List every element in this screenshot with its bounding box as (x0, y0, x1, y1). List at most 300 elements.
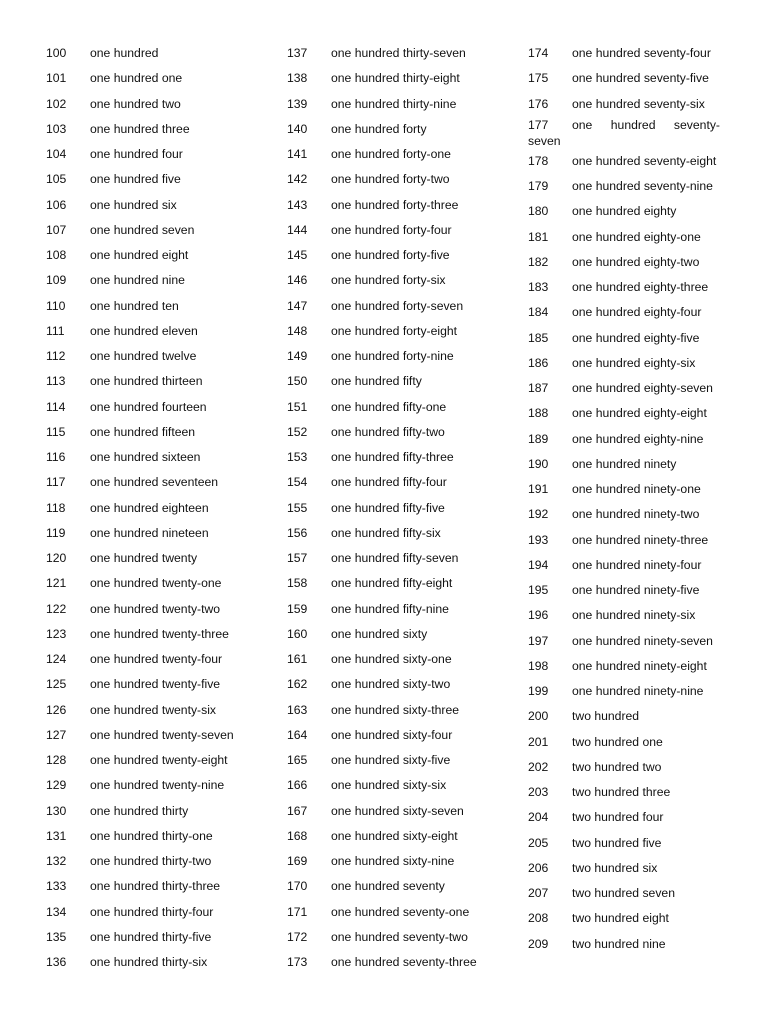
number-word: one hundred seventy-two (331, 929, 468, 944)
number-word: one hundred ninety-seven (572, 633, 713, 648)
number-row (287, 294, 523, 319)
number-value: 208 (528, 911, 549, 926)
number-row (528, 41, 723, 66)
number-row (46, 647, 282, 672)
number-word-part: hundred (610, 117, 656, 132)
number-word: one hundred fifty-two (331, 424, 445, 439)
number-value: 119 (46, 525, 66, 540)
number-value: 169 (287, 854, 308, 868)
number-word: one hundred eighty-four (572, 305, 702, 320)
number-row (46, 395, 282, 420)
number-value: 185 (528, 330, 549, 345)
number-value: 192 (528, 507, 549, 522)
number-value: 187 (528, 381, 549, 395)
number-row (528, 225, 723, 250)
number-word: one hundred thirteen (90, 374, 203, 389)
number-value: 115 (46, 424, 66, 439)
number-value: 163 (287, 702, 308, 717)
number-row (287, 344, 523, 369)
number-word: one hundred two (90, 96, 181, 111)
number-value: 138 (287, 71, 308, 86)
number-value: 164 (287, 727, 308, 742)
number-word: one hundred seventy-nine (572, 179, 713, 193)
number-word: one hundred eighteen (90, 500, 209, 515)
number-row (528, 376, 723, 401)
number-value: 101 (46, 71, 67, 86)
number-word: one hundred fifty-three (331, 450, 454, 464)
number-word: one hundred ninety-one (572, 482, 701, 496)
column-3 (528, 41, 723, 957)
number-value: 180 (528, 204, 549, 219)
number-row (287, 622, 523, 647)
number-word: one hundred eighty-nine (572, 431, 704, 446)
number-value: 155 (287, 500, 308, 515)
number-value: 194 (528, 557, 549, 572)
number-row (46, 445, 282, 470)
number-row (46, 470, 282, 495)
number-row (46, 925, 282, 950)
number-value: 108 (46, 248, 67, 262)
number-value: 207 (528, 886, 549, 900)
number-value: 201 (528, 734, 549, 749)
number-word: one hundred sixty-three (331, 702, 460, 717)
number-value: 177 (528, 117, 549, 132)
number-row (46, 294, 282, 319)
number-word: two hundred eight (572, 911, 669, 926)
number-row (287, 672, 523, 697)
number-row (528, 578, 723, 603)
number-row (46, 344, 282, 369)
number-row (287, 193, 523, 218)
number-value: 144 (287, 222, 308, 237)
number-word: one hundred eleven (90, 323, 198, 338)
number-row (287, 950, 523, 975)
number-value: 152 (287, 424, 308, 439)
number-value: 123 (46, 626, 67, 641)
number-word: one hundred sixty-five (331, 753, 451, 767)
number-row (46, 369, 282, 394)
number-value: 199 (528, 684, 549, 698)
number-row (528, 300, 723, 325)
number-word: one hundred eighty-five (572, 330, 700, 345)
number-value: 132 (46, 854, 67, 868)
number-row (528, 805, 723, 830)
number-word: one hundred eighty-eight (572, 406, 707, 421)
number-row (287, 395, 523, 420)
number-value: 198 (528, 658, 549, 673)
number-row (287, 92, 523, 117)
number-value: 150 (287, 374, 308, 389)
number-row (287, 117, 523, 142)
number-value: 168 (287, 828, 308, 843)
number-row (46, 849, 282, 874)
number-value: 127 (46, 727, 67, 742)
number-value: 182 (528, 254, 549, 269)
number-value: 197 (528, 633, 549, 648)
number-word: one hundred seventy (331, 879, 445, 894)
number-word: one hundred ninety-three (572, 532, 709, 547)
number-row (287, 546, 523, 571)
number-value: 136 (46, 955, 67, 969)
number-value: 154 (287, 475, 308, 490)
number-word: two hundred nine (572, 936, 666, 951)
number-word: two hundred five (572, 835, 662, 850)
number-word: one hundred twelve (90, 349, 197, 363)
number-row (528, 553, 723, 578)
number-word: one hundred fourteen (90, 399, 207, 414)
number-value: 191 (528, 482, 549, 496)
number-value: 203 (528, 785, 549, 799)
number-row (46, 698, 282, 723)
number-value: 166 (287, 778, 308, 793)
number-row (287, 496, 523, 521)
number-word: one hundred sixty-one (331, 652, 452, 666)
number-word: one hundred thirty-three (90, 879, 221, 894)
number-word: one hundred seventy-eight (572, 153, 717, 168)
number-word: one hundred fifty-seven (331, 551, 459, 565)
number-word: one hundred forty-eight (331, 323, 458, 338)
number-word: one hundred seventy-six (572, 96, 705, 111)
number-word: two hundred one (572, 734, 663, 749)
number-row (528, 704, 723, 729)
number-value: 147 (287, 298, 308, 313)
number-word: one hundred twenty-eight (90, 753, 228, 767)
number-word: one hundred fifty-nine (331, 601, 449, 616)
number-row (528, 780, 723, 805)
number-word: one hundred fifty-one (331, 399, 447, 414)
number-value: 116 (46, 450, 66, 464)
number-row (46, 824, 282, 849)
number-word: one hundred nineteen (90, 525, 209, 540)
number-row (528, 66, 723, 91)
number-row (528, 603, 723, 628)
number-value: 172 (287, 929, 308, 944)
number-value: 193 (528, 532, 549, 547)
number-value: 190 (528, 456, 549, 471)
number-row (528, 250, 723, 275)
number-value: 174 (528, 46, 549, 60)
number-word: one hundred one (90, 71, 183, 86)
number-value: 181 (528, 229, 549, 244)
number-word: one hundred six (90, 197, 177, 212)
number-value: 128 (46, 753, 67, 767)
number-row (528, 149, 723, 174)
number-value: 139 (287, 96, 308, 111)
column-1 (46, 41, 282, 975)
number-row (287, 748, 523, 773)
number-value: 205 (528, 835, 549, 850)
number-value: 170 (287, 879, 308, 894)
number-row (528, 856, 723, 881)
number-word-part: one (572, 117, 593, 132)
number-row (46, 117, 282, 142)
number-word: one hundred eighty-three (572, 280, 709, 294)
number-value: 202 (528, 759, 549, 774)
number-row (287, 218, 523, 243)
number-word: one hundred eighty (572, 204, 677, 219)
number-value: 173 (287, 955, 308, 969)
number-word: one hundred thirty-eight (331, 71, 460, 86)
number-word: one hundred ninety-six (572, 608, 696, 623)
number-row (528, 351, 723, 376)
number-value: 125 (46, 677, 67, 692)
number-row (46, 622, 282, 647)
number-value: 184 (528, 305, 549, 320)
number-row (287, 647, 523, 672)
number-value: 161 (287, 652, 308, 666)
number-word-part: seventy- (673, 117, 720, 132)
number-word: one hundred thirty-two (90, 854, 212, 868)
number-value: 209 (528, 936, 549, 951)
number-row (528, 755, 723, 780)
number-value: 120 (46, 551, 67, 565)
number-value: 137 (287, 46, 308, 60)
number-row (287, 900, 523, 925)
number-word: one hundred five (90, 172, 181, 187)
number-value: 141 (287, 147, 308, 161)
number-word: one hundred forty (331, 121, 427, 136)
number-word: one hundred forty-nine (331, 349, 454, 363)
number-value: 109 (46, 273, 67, 288)
number-row (528, 275, 723, 300)
number-word: one hundred eighty-one (572, 229, 701, 244)
number-word-line-1 (572, 117, 720, 133)
number-value: 151 (287, 399, 308, 414)
number-value: 105 (46, 172, 67, 187)
number-value: 103 (46, 121, 67, 136)
number-row (528, 881, 723, 906)
number-value: 160 (287, 626, 308, 641)
number-row (46, 218, 282, 243)
number-value: 100 (46, 46, 67, 60)
number-row (287, 723, 523, 748)
number-word: two hundred seven (572, 886, 675, 900)
number-value: 176 (528, 96, 549, 111)
number-word: one hundred three (90, 121, 190, 136)
number-word: one hundred thirty-one (90, 828, 213, 843)
number-row (528, 92, 723, 117)
number-row (46, 799, 282, 824)
number-row (528, 528, 723, 553)
number-word: one hundred sixteen (90, 450, 201, 464)
number-value: 148 (287, 323, 308, 338)
number-value: 104 (46, 147, 67, 161)
number-row (287, 521, 523, 546)
number-value: 133 (46, 879, 67, 894)
number-value: 145 (287, 248, 308, 262)
number-word: one hundred thirty-six (90, 955, 208, 969)
number-value: 110 (46, 298, 66, 313)
number-word: one hundred forty-five (331, 248, 450, 262)
number-value: 130 (46, 803, 67, 818)
number-word: one hundred eighty-two (572, 254, 700, 269)
number-value: 121 (46, 576, 67, 591)
number-word: one hundred seventy-four (572, 46, 711, 60)
number-value: 122 (46, 601, 67, 616)
number-word: one hundred sixty-eight (331, 828, 458, 843)
number-row (528, 831, 723, 856)
number-row (287, 319, 523, 344)
number-word: one hundred forty-six (331, 273, 446, 288)
number-word: one hundred ninety-nine (572, 684, 704, 698)
number-row (46, 723, 282, 748)
number-value: 114 (46, 399, 66, 414)
number-word: one hundred ten (90, 298, 179, 313)
number-row (46, 92, 282, 117)
number-word: two hundred two (572, 759, 662, 774)
number-row (287, 167, 523, 192)
number-value: 112 (46, 349, 66, 363)
number-word-line-2: seven (528, 133, 561, 148)
number-word: one hundred fifty-five (331, 500, 445, 515)
number-word: one hundred twenty-nine (90, 778, 225, 793)
number-word: one hundred seventy-one (331, 904, 470, 919)
number-word: one hundred sixty-two (331, 677, 451, 692)
number-value: 204 (528, 810, 549, 825)
number-word: one hundred seventy-three (331, 955, 477, 969)
number-row (528, 401, 723, 426)
number-word: one hundred four (90, 147, 183, 161)
number-value: 140 (287, 121, 308, 136)
number-word: one hundred fifty-eight (331, 576, 453, 591)
number-row (46, 142, 282, 167)
number-value: 171 (287, 904, 308, 919)
number-value: 113 (46, 374, 66, 389)
number-row (528, 326, 723, 351)
number-value: 157 (287, 551, 308, 565)
number-row (46, 748, 282, 773)
number-row (287, 597, 523, 622)
number-row (46, 319, 282, 344)
number-value: 131 (46, 828, 67, 843)
number-word: one hundred forty-two (331, 172, 450, 187)
number-row (528, 906, 723, 931)
number-row (528, 654, 723, 679)
number-value: 126 (46, 702, 67, 717)
number-word: one hundred fifty-six (331, 525, 441, 540)
number-word: one hundred thirty-four (90, 904, 214, 919)
number-word: one hundred fifteen (90, 424, 196, 439)
number-row (46, 571, 282, 596)
number-word: one hundred sixty-nine (331, 854, 455, 868)
number-row (287, 470, 523, 495)
number-row (287, 849, 523, 874)
number-word: one hundred forty-seven (331, 298, 464, 313)
number-row (46, 268, 282, 293)
number-value: 111 (46, 323, 65, 338)
number-row (528, 452, 723, 477)
number-word: one hundred twenty-three (90, 626, 229, 641)
number-value: 158 (287, 576, 308, 591)
number-row (46, 496, 282, 521)
number-value: 135 (46, 929, 67, 944)
number-value: 143 (287, 197, 308, 212)
number-value: 178 (528, 153, 549, 168)
number-word: one hundred sixty-six (331, 778, 447, 793)
number-word: one hundred nine (90, 273, 185, 288)
number-value: 117 (46, 475, 66, 490)
number-word: one hundred ninety-four (572, 557, 702, 572)
number-row (287, 369, 523, 394)
number-row (287, 874, 523, 899)
number-word: two hundred six (572, 860, 658, 875)
number-value: 129 (46, 778, 67, 793)
number-value: 165 (287, 753, 308, 767)
number-word: one hundred sixty (331, 626, 428, 641)
number-row (528, 730, 723, 755)
number-value: 200 (528, 709, 549, 724)
number-row (287, 445, 523, 470)
number-value: 102 (46, 96, 67, 111)
number-word: one hundred (90, 46, 159, 60)
number-value: 107 (46, 222, 67, 237)
number-value: 162 (287, 677, 308, 692)
number-row (287, 571, 523, 596)
number-word: one hundred thirty-five (90, 929, 212, 944)
number-row (528, 174, 723, 199)
number-row (287, 420, 523, 445)
number-word: one hundred twenty-four (90, 652, 223, 666)
number-word: one hundred ninety-two (572, 507, 700, 522)
number-word: one hundred eight (90, 248, 189, 262)
number-row (46, 672, 282, 697)
number-word: one hundred twenty (90, 551, 198, 565)
number-word: one hundred fifty (331, 374, 422, 389)
number-row (46, 773, 282, 798)
number-word: one hundred thirty-seven (331, 46, 466, 60)
number-word: one hundred sixty-seven (331, 803, 464, 818)
number-row (46, 420, 282, 445)
number-word: one hundred eighty-seven (572, 381, 713, 395)
number-word: one hundred thirty-nine (331, 96, 457, 111)
number-value: 195 (528, 583, 549, 597)
number-value: 206 (528, 860, 549, 875)
number-row (287, 66, 523, 91)
number-word: one hundred ninety-eight (572, 658, 707, 673)
number-row (46, 546, 282, 571)
number-word: two hundred four (572, 810, 664, 825)
number-word: one hundred forty-one (331, 147, 451, 161)
number-row (287, 41, 523, 66)
number-word: one hundred sixty-four (331, 727, 453, 742)
number-value: 179 (528, 179, 549, 193)
number-value: 188 (528, 406, 549, 421)
number-word: one hundred seventeen (90, 475, 219, 490)
number-row (528, 477, 723, 502)
number-value: 156 (287, 525, 308, 540)
number-row (287, 773, 523, 798)
number-row (46, 167, 282, 192)
number-word: two hundred three (572, 785, 671, 799)
number-value: 134 (46, 904, 67, 919)
number-row (528, 679, 723, 704)
number-word: one hundred eighty-six (572, 355, 696, 370)
number-row (46, 900, 282, 925)
number-word: one hundred forty-three (331, 197, 459, 212)
number-row (46, 243, 282, 268)
number-value: 153 (287, 450, 308, 464)
number-word: one hundred seven (90, 222, 195, 237)
number-row (528, 427, 723, 452)
number-row (46, 41, 282, 66)
number-word: one hundred seventy-five (572, 71, 709, 86)
number-value: 196 (528, 608, 549, 623)
number-row (46, 193, 282, 218)
number-word: one hundred twenty-one (90, 576, 222, 591)
number-word: one hundred thirty (90, 803, 189, 818)
number-row (528, 629, 723, 654)
number-row (287, 268, 523, 293)
